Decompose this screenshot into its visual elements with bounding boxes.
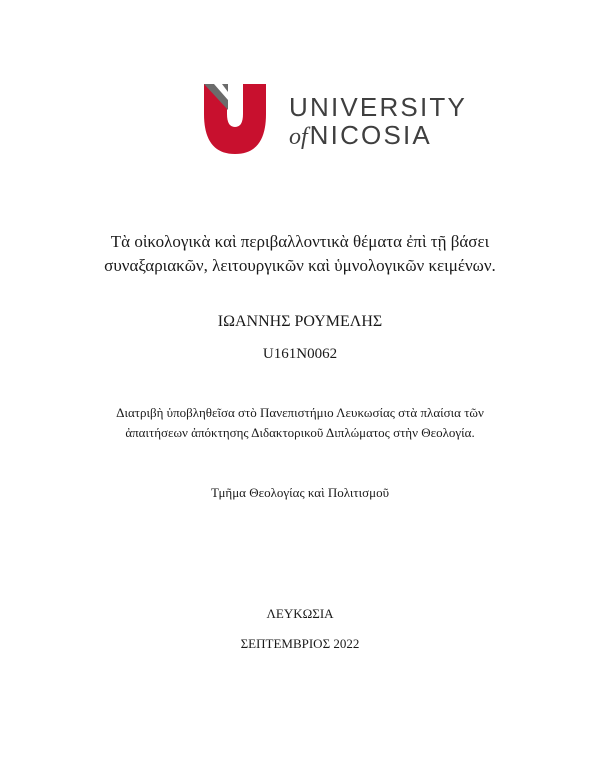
submission-date: ΣΕΠΤΕΜΒΡΙΟΣ 2022 — [240, 636, 360, 651]
wordmark-of: of — [289, 124, 308, 150]
wordmark-nicosia: NICOSIA — [309, 120, 432, 150]
wordmark-line-university: UNIVERSITY — [289, 92, 468, 122]
university-wordmark — [289, 94, 467, 149]
student-id: U161N0062 — [262, 346, 338, 362]
wordmark-line-nicosia — [289, 122, 467, 149]
university-logo — [200, 80, 468, 160]
thesis-title-line-1: Τὰ οἰκολογικὰ καὶ περιβαλλοντικὰ θέματα ἐπὶ τῇ βάσει — [110, 232, 490, 251]
city-name: ΛΕΥΚΩΣΙΑ — [266, 606, 334, 621]
thesis-statement-line-2: ἀπαιτήσεων ἀπόκτησης Διδακτορικοῦ Διπλώματος στὴν Θεολογία. — [125, 425, 475, 440]
thesis-statement — [0, 403, 600, 443]
department-name: Τμῆμα Θεολογίας καὶ Πολιτισμοῦ — [210, 485, 390, 500]
author-name: ΙΩΑΝΝΗΣ ΡΟΥΜΕΛΗΣ — [217, 313, 383, 330]
thesis-title-line-2: συναξαριακῶν, λειτουργικῶν καὶ ὑμνολογικῶν κειμένων. — [104, 256, 496, 275]
thesis-statement-line-1: Διατριβὴ ὑποβληθεῖσα στὸ Πανεπιστήμιο Λευκωσίας στὰ πλαίσια τῶν — [116, 405, 484, 420]
university-shield-icon — [200, 80, 270, 158]
thesis-title — [0, 230, 600, 278]
